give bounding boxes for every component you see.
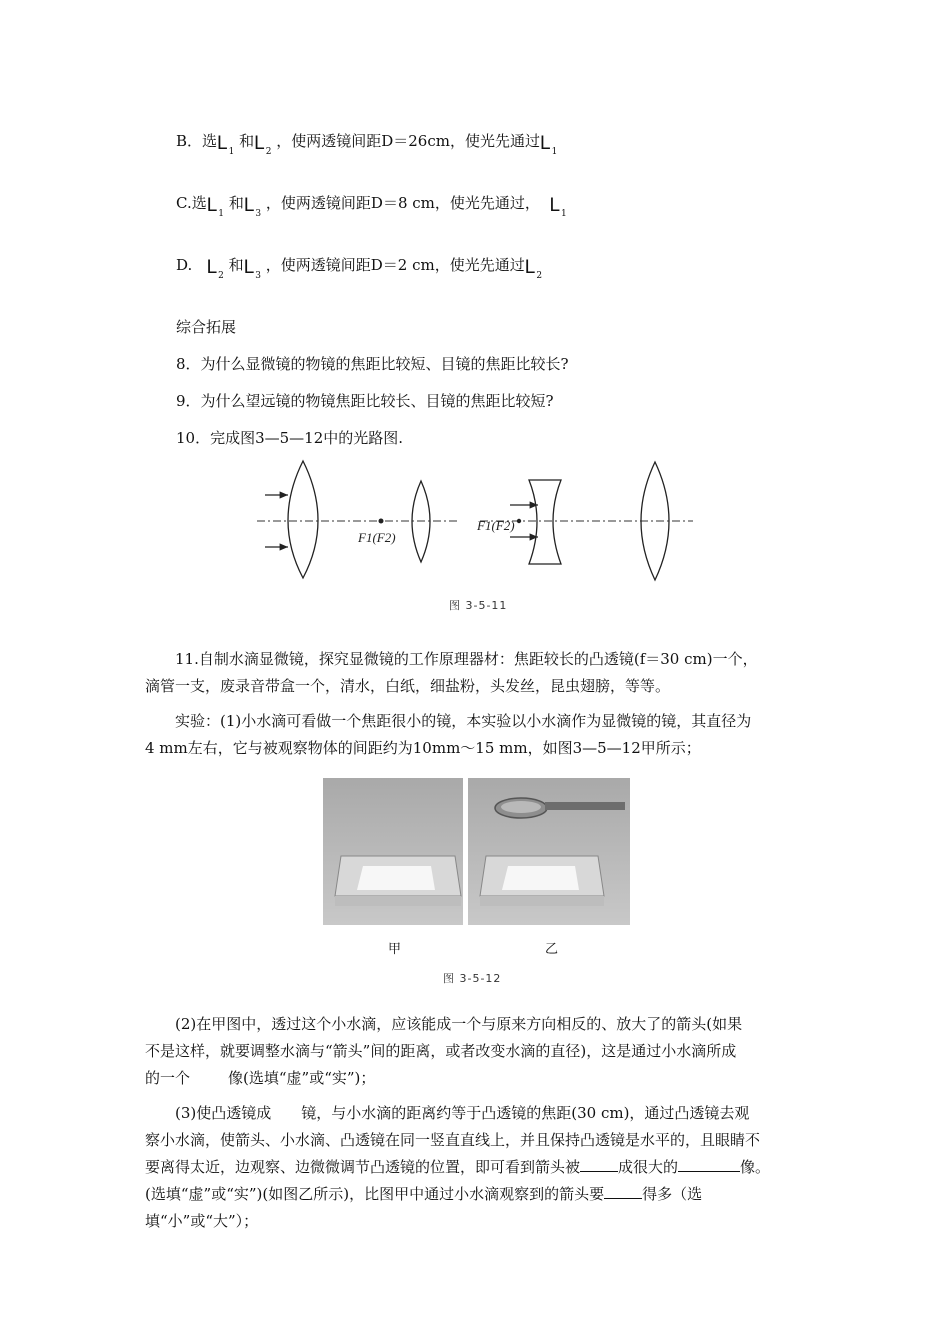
section-title: 综合拓展 xyxy=(176,318,237,336)
paragraph-2: (2)在甲图中，透过这个小水滴，应该能成一个与原来方向相反的、放大了的箭头(如果 不是这样，就要调整水滴与“箭头”间的距离，或者改变水滴的直径)，这是通过小水滴所成 的一个 像(选填“虚”或“实”)； xyxy=(145,1015,743,1087)
concave-lens xyxy=(529,480,561,564)
option-c: C.选$L_1$ 和$L_3$ ，使两透镜间距D＝8 cm，使光先通过， $L_1$ xyxy=(176,194,567,219)
question-9: 9．为什么望远镜的物镜焦距比较长、目镜的焦距比较短? xyxy=(176,392,554,410)
photo-label-left: 甲 xyxy=(388,942,402,957)
question-10: 10．完成图3—5—12中的光路图. xyxy=(176,429,404,447)
answer-blank-1[interactable] xyxy=(580,1157,618,1172)
figure-3-5-11-caption: 图 3-5-11 xyxy=(449,599,508,612)
focal-point-right xyxy=(517,519,521,523)
focal-point-left xyxy=(379,519,384,524)
figure-3-5-11-diagram xyxy=(255,458,695,583)
paragraph-3: (3)使凸透镜成 镜，与小水滴的距离约等于凸透镜的焦距(30 cm)，通过凸透镜去观 察小水滴，使箭头、小水滴、凸透镜在同一竖直直线上，并且保持凸透镜是水平的，且眼睛不 要离得太近，边观察、边微微调节凸透镜的位置，即可看到箭头被 成很大的 像。 (选填“虚”或“实”)(如图乙所示)，比图甲中通过小水滴观察到的箭头要 得多（选 填“小”或“大”）； xyxy=(145,1104,771,1230)
answer-blank-3[interactable] xyxy=(604,1184,642,1199)
photo-label-right: 乙 xyxy=(545,942,559,957)
answer-blank-2[interactable] xyxy=(678,1157,740,1172)
white-paper-left xyxy=(357,866,435,890)
focal-label-right: F1(F2) xyxy=(477,518,515,533)
experiment-intro: 实验：(1)小水滴可看做一个焦距很小的镜，本实验以小水滴作为显微镜的镜，其直径为 4 mm左右，它与被观察物体的间距约为10mm～15 mm，如图3—5—12甲所示； xyxy=(145,712,752,757)
question-8: 8．为什么显微镜的物镜的焦距比较短、目镜的焦距比较长? xyxy=(176,355,569,373)
white-paper-right xyxy=(502,866,579,890)
figure-3-5-12-caption: 图 3-5-12 xyxy=(443,972,502,985)
convex-lens-large xyxy=(288,461,318,578)
option-d: D. $L_2$ 和$L_3$ ，使两透镜间距D＝2 cm，使光先通过$L_2$ xyxy=(176,256,543,281)
question-11: 11.自制水滴显微镜，探究显微镜的工作原理器材：焦距较长的凸透镜(f＝30 cm)一个， 滴管一支，废录音带盒一个，清水，白纸，细盐粉，头发丝，昆虫翅膀，等等。 xyxy=(145,650,758,695)
photo-pair xyxy=(323,778,630,925)
magnifier-handle xyxy=(545,802,625,810)
option-b: B．选$L_1$ 和$L_2$ ，使两透镜间距D＝26cm，使光先通过$L_1$ xyxy=(176,132,558,157)
focal-label-left: F1(F2) xyxy=(358,530,396,545)
figure-3-5-12-photos xyxy=(323,778,630,925)
